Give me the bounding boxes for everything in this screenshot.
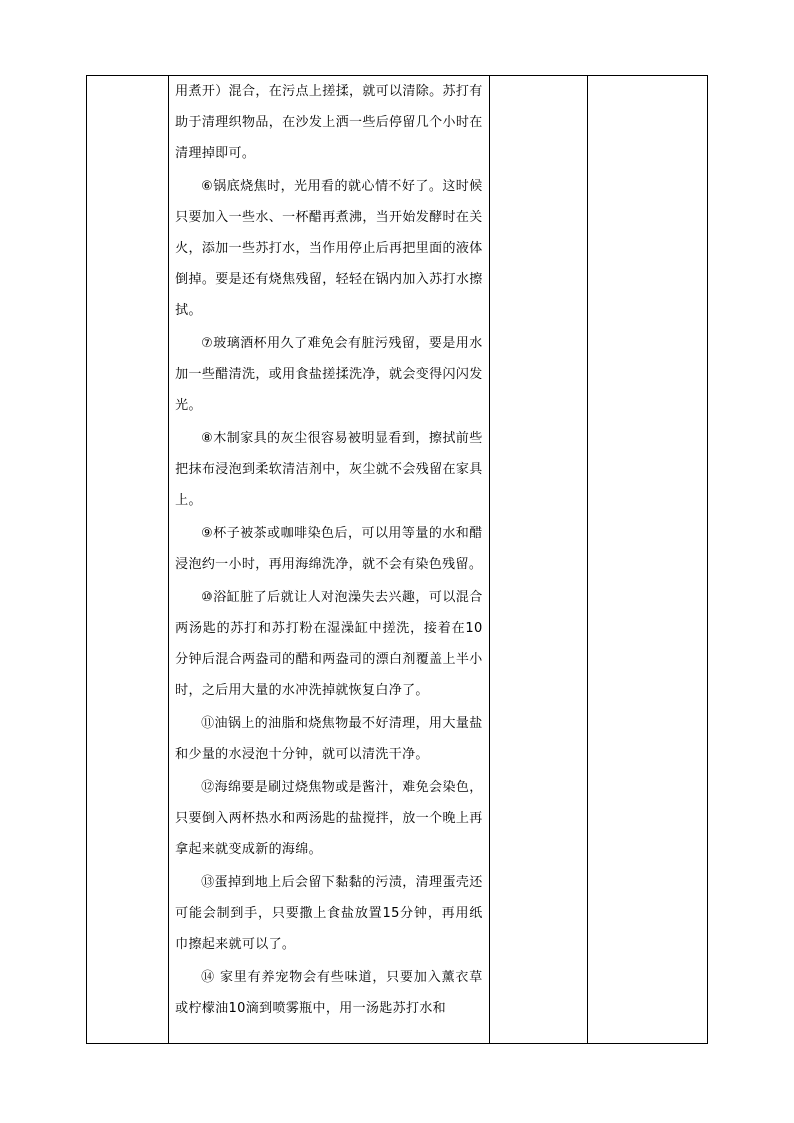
tip-paragraph: ⑭ 家里有养宠物会有些味道，只要加入薰衣草或柠檬油10滴到喷雾瓶中，用一汤匙苏打水和: [175, 970, 483, 1016]
tip-paragraph: ⑧木制家具的灰尘很容易被明显看到，擦拭前些把抹布浸泡到柔软清洁剂中，灰尘就不会残留在家具上。: [175, 431, 483, 508]
cleaning-tips-text: [169, 76, 489, 1024]
table-cell-empty-left: [87, 76, 169, 1044]
tip-paragraph: ⑥锅底烧焦时，光用看的就心情不好了。这时候只要加入一些水、一杯醋再煮沸，当开始发酵时在关火，添加一些苏打水，当作用停止后再把里面的液体倒掉。要是还有烧焦残留，轻轻在锅内加入苏打水擦拭。: [175, 179, 483, 318]
content-table: [86, 75, 708, 1044]
table-cell-empty-middle: [489, 76, 587, 1044]
tip-paragraph: ⑦玻璃酒杯用久了难免会有脏污残留，要是用水加一些醋清洗，或用食盐搓揉洗净，就会变得闪闪发光。: [175, 336, 483, 413]
table-cell-empty-right: [587, 76, 707, 1044]
tip-paragraph: ⑪油锅上的油脂和烧焦物最不好清理，用大量盐和少量的水浸泡十分钟，就可以清洗干净。: [175, 716, 483, 762]
tip-paragraph: ⑨杯子被茶或咖啡染色后，可以用等量的水和醋浸泡约一小时，再用海绵洗净，就不会有染色残留。: [175, 526, 483, 572]
tip-paragraph: ⑩浴缸脏了后就让人对泡澡失去兴趣，可以混合两汤匙的苏打和苏打粉在湿澡缸中搓洗，接着在10分钟后混合两盎司的醋和两盎司的漂白剂覆盖上半小时，之后用大量的水冲洗掉就恢复白净了。: [175, 590, 483, 698]
tip-paragraph: 用煮开）混合，在污点上搓揉，就可以清除。苏打有助于清理织物品，在沙发上洒一些后停留几个小时在清理掉即可。: [175, 84, 483, 161]
table-row: [87, 76, 708, 1044]
table-cell-content: [169, 76, 490, 1044]
tip-paragraph: ⑬蛋掉到地上后会留下黏黏的污渍，清理蛋壳还可能会制到手，只要撒上食盐放置15分钟，再用纸巾擦起来就可以了。: [175, 875, 483, 952]
tip-paragraph: ⑫海绵要是刷过烧焦物或是酱汁，难免会染色，只要倒入两杯热水和两汤匙的盐搅拌，放一个晚上再拿起来就变成新的海绵。: [175, 780, 483, 857]
